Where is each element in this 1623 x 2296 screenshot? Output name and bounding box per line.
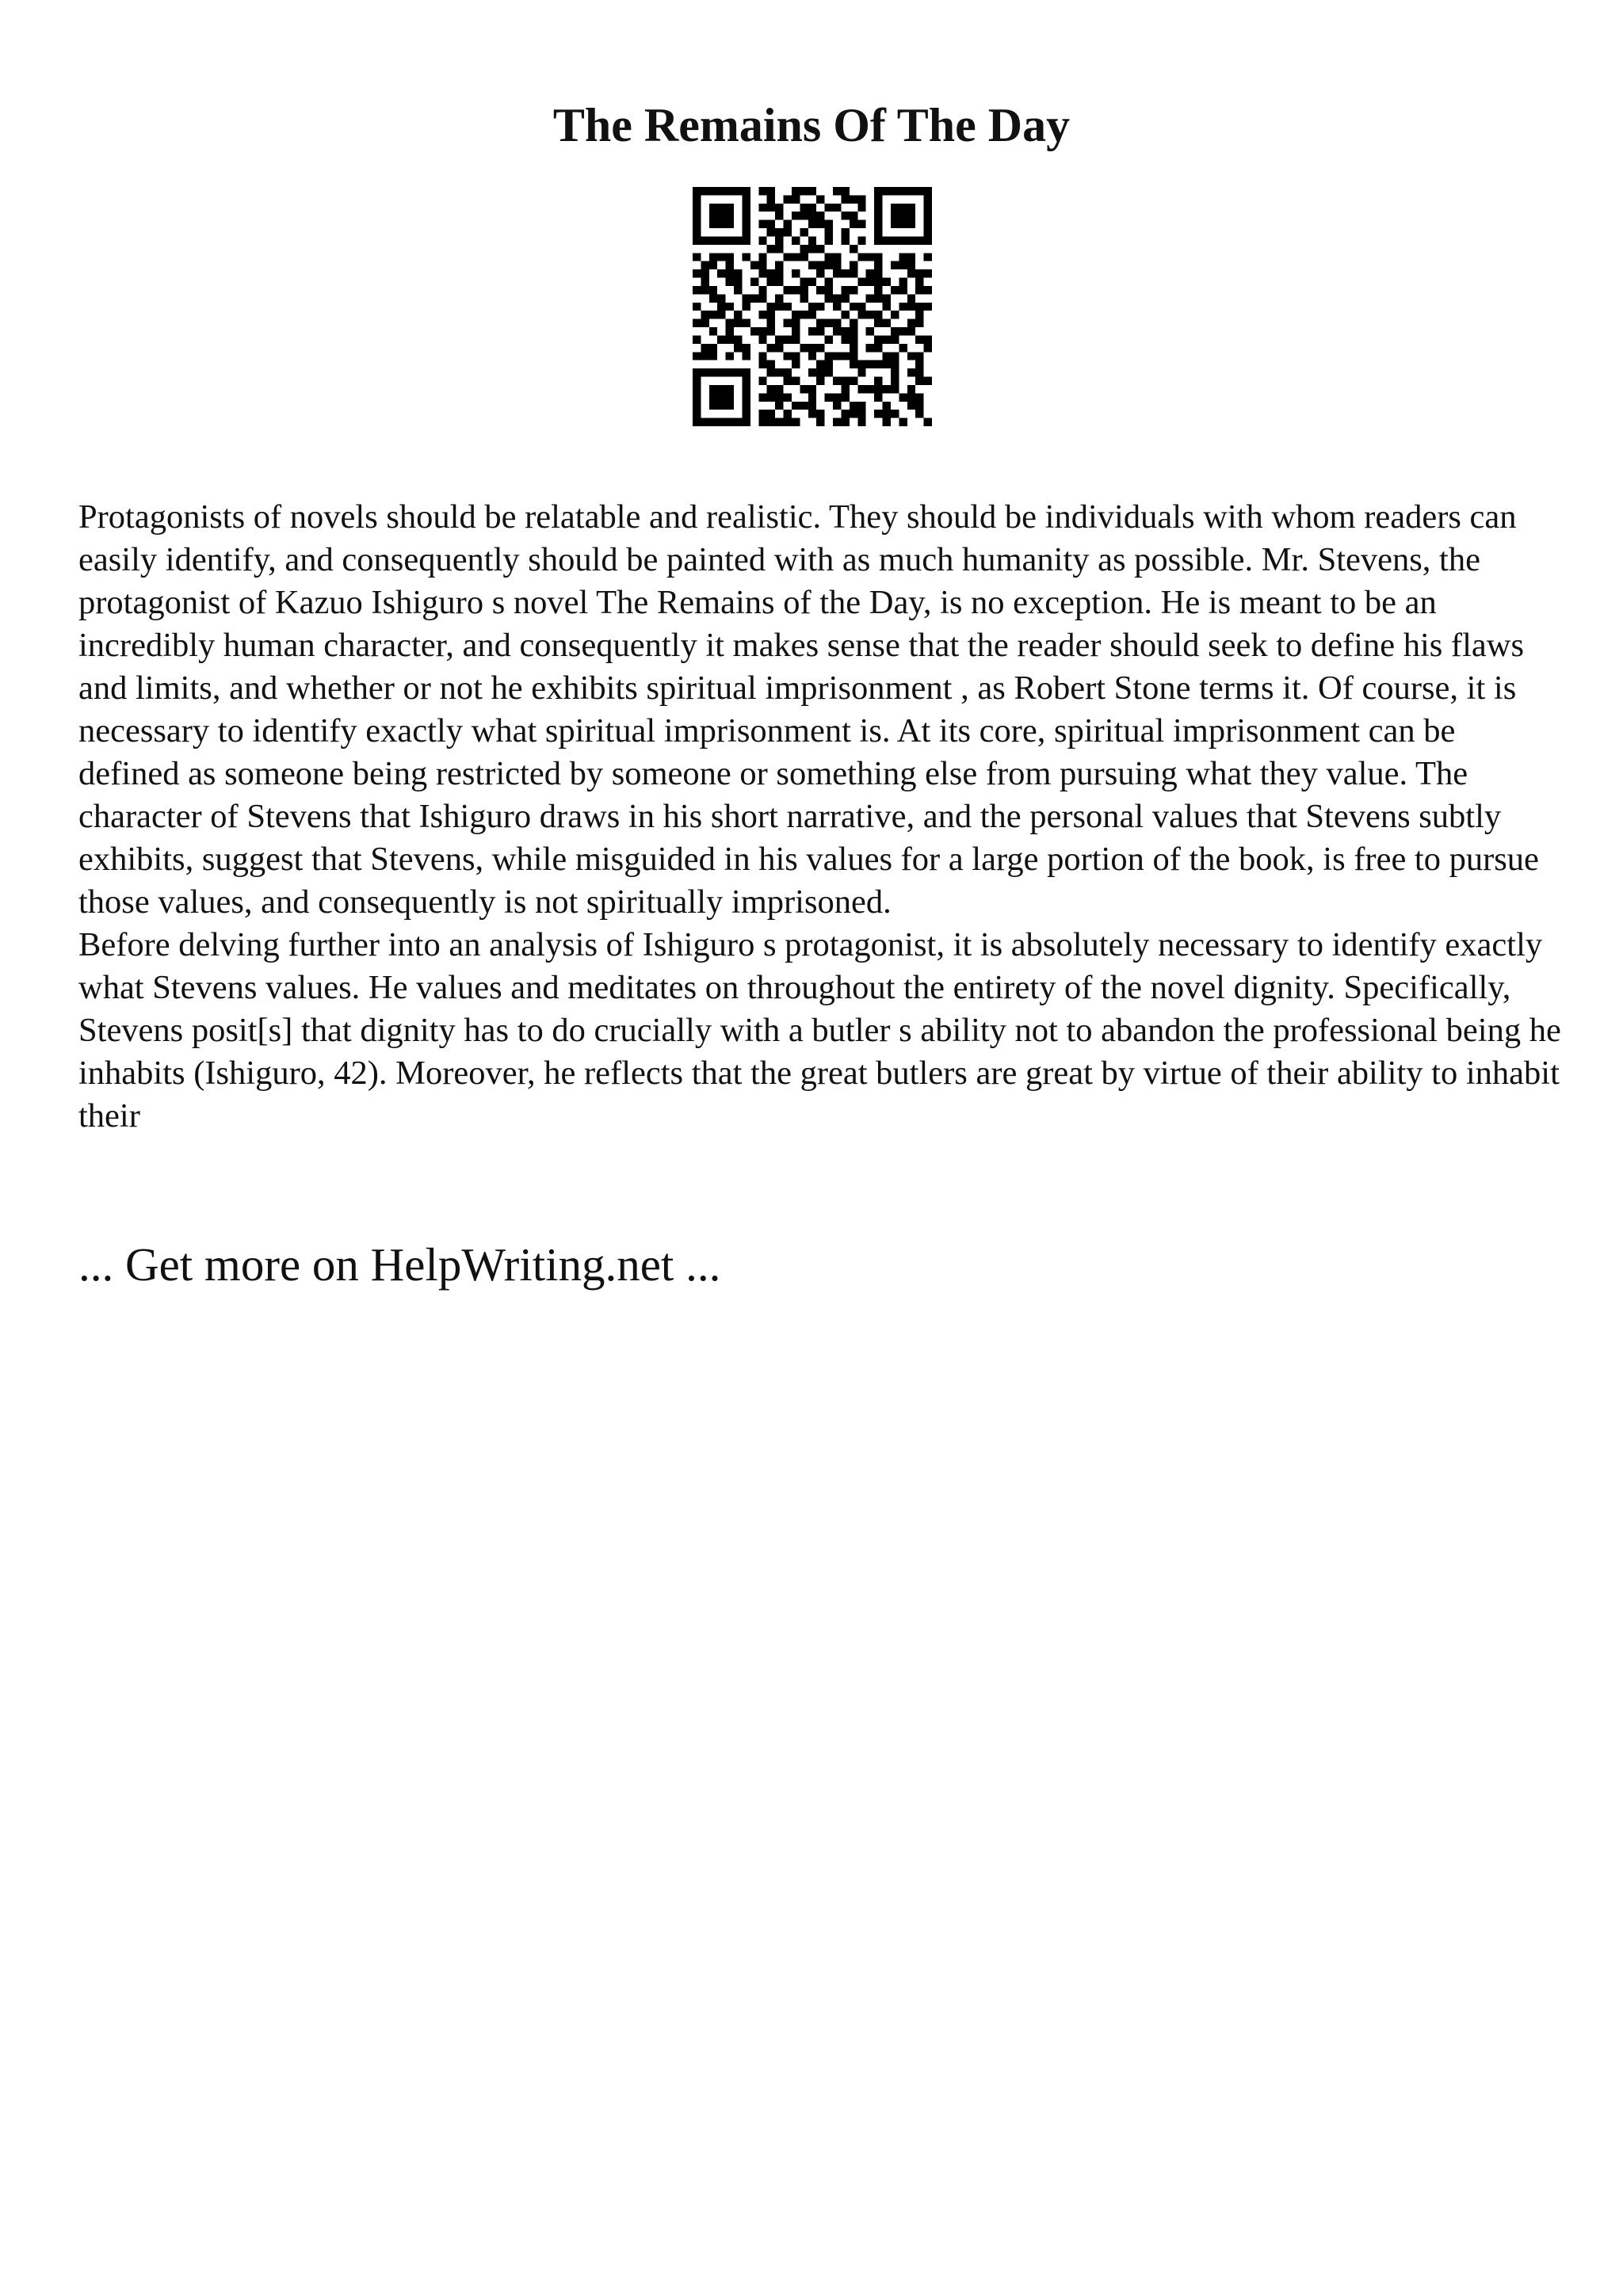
qr-code-icon[interactable] [693,187,932,426]
document-title: The Remains Of The Day [552,99,1071,151]
paragraph-1: Protagonists of novels should be relatable and realistic. They should be individuals with whom readers can easily identify, and consequently should be painted with as much humanity as possible. Mr. Stevens, the protagonist of Kazuo Ishiguro s novel The Remains of the Day, is no exception. He is meant to be an incredibly human character, and consequently it makes sense that the reader should seek to define his flaws and limits, and whether or not he exhibits spiritual imprisonment , as Robert Stone terms it. Of course, it is necessary to identify exactly what spiritual imprisonment is. At its core, spiritual imprisonment can be defined as someone being restricted by someone or something else from pursuing what they value. The character of Stevens that Ishiguro draws in his short narrative, and the personal values that Stevens subtly exhibits, suggest that Stevens, while misguided in his values for a large portion of the book, is free to pursue those values, and consequently is not spiritually imprisoned. [78,498,1539,921]
get-more-link[interactable]: ... Get more on HelpWriting.net ... [78,1238,721,1291]
paragraph-2: Before delving further into an analysis of Ishiguro s protagonist, it is absolutely necessary to identify exactly what Stevens values. He values and meditates on throughout the entirety of the novel dignity. Specifically, Stevens posit[s] that dignity has to do crucially with a butler s ability not to abandon the professional being he inhabits (Ishiguro, 42). Moreover, he reflects that the great butlers are great by virtue of their ability to inhabit their [78,926,1561,1135]
body-text [78,496,1562,1138]
